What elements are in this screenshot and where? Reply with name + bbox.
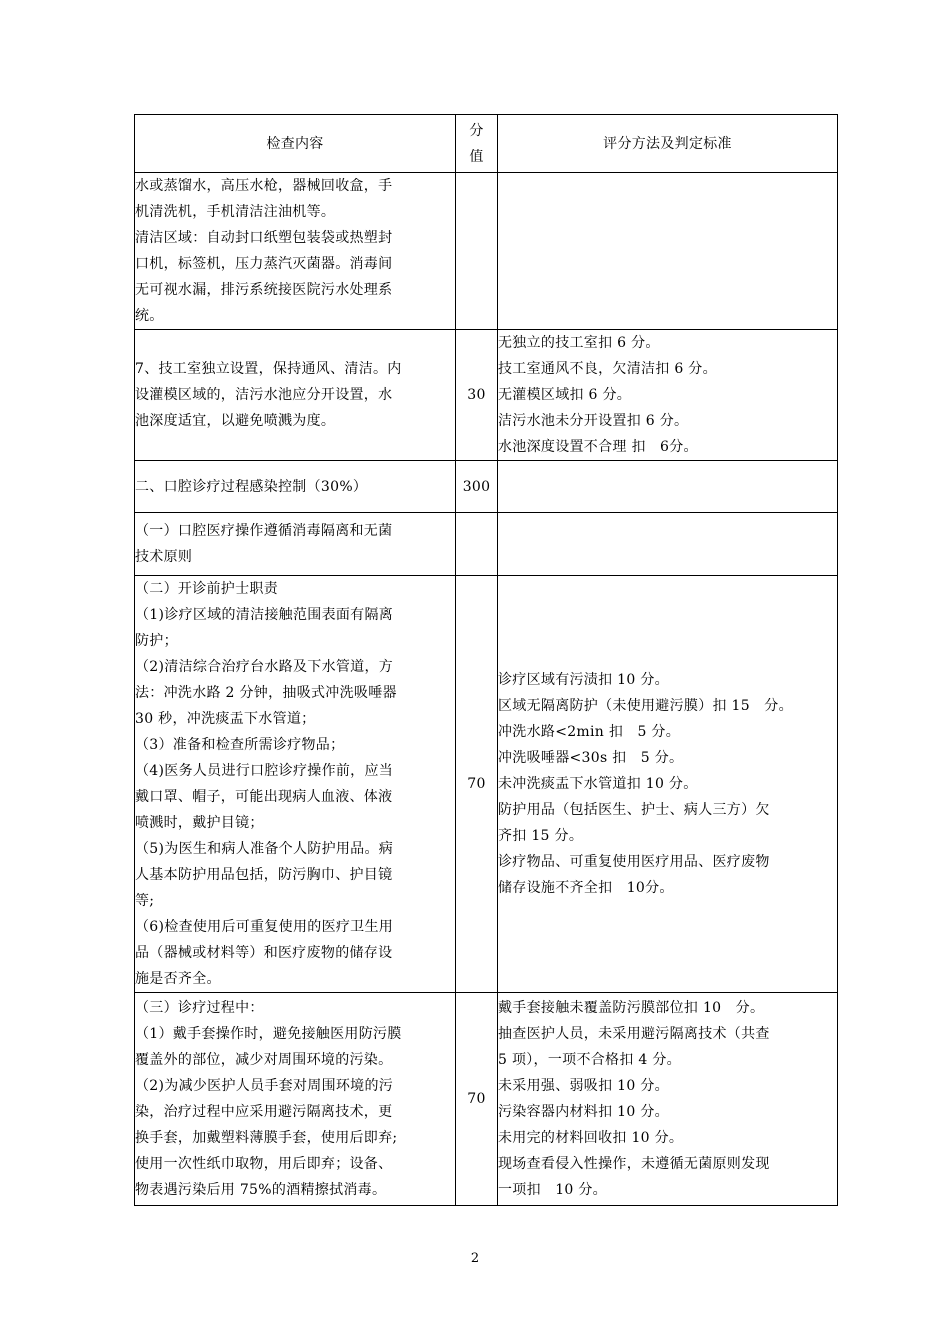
criteria-line: 诊疗物品、可重复使用医疗用品、医疗废物 [498, 854, 770, 870]
row-criteria [498, 330, 838, 461]
criteria-line: 现场查看侵入性操作，未遵循无菌原则发现 [498, 1156, 770, 1172]
table-row [135, 576, 838, 993]
content-line: 口机，标签机，压力蒸汽灭菌器。消毒间 [135, 256, 393, 272]
row-criteria [498, 461, 838, 513]
content-line: 二、口腔诊疗过程感染控制（30%） [135, 478, 368, 495]
criteria-line: 冲洗吸唾器<30s 扣 5 分。 [498, 750, 684, 766]
content-line: 施是否齐全。 [135, 971, 221, 987]
row-content [135, 330, 456, 461]
criteria-line: 齐扣 15 分。 [498, 828, 584, 844]
content-line: （1）戴手套操作时，避免接触医用防污膜 [135, 1026, 402, 1042]
content-line: 池深度适宜，以避免喷溅为度。 [135, 413, 336, 429]
content-line: （4)医务人员进行口腔诊疗操作前，应当 [135, 763, 394, 779]
row-score: 70 [456, 993, 498, 1206]
content-line: 染，治疗过程中应采用避污隔离技术，更 [135, 1104, 393, 1120]
content-line: 技术原则 [135, 549, 193, 565]
criteria-line: 戴手套接触未覆盖防污膜部位扣 10 分。 [498, 1000, 765, 1016]
content-line: （5)为医生和病人准备个人防护用品。病 [135, 841, 394, 857]
row-content [135, 576, 456, 993]
table-row [135, 993, 838, 1206]
content-line: 法：冲洗水路 2 分钟，抽吸式冲洗吸唾器 [135, 685, 397, 701]
criteria-line: 水池深度设置不合理 扣 6分。 [498, 439, 698, 455]
inspection-table [134, 114, 838, 1206]
row-content [135, 993, 456, 1206]
criteria-line: 5 项），一项不合格扣 4 分。 [498, 1052, 681, 1068]
row-score [456, 513, 498, 576]
criteria-line: 技工室通风不良，欠清洁扣 6 分。 [498, 361, 717, 377]
criteria-line: 未采用强、弱吸扣 10 分。 [498, 1078, 669, 1094]
content-line: （3）准备和检查所需诊疗物品； [135, 737, 345, 753]
header-score [456, 115, 498, 173]
content-line: 清洁区域：自动封口纸塑包装袋或热塑封 [135, 230, 393, 246]
criteria-line: 未冲洗痰盂下水管道扣 10 分。 [498, 776, 698, 792]
content-line: 品（器械或材料等）和医疗废物的储存设 [135, 945, 393, 961]
content-line: 人基本防护用品包括，防污胸巾、护目镜 [135, 867, 393, 883]
row-score: 70 [456, 576, 498, 993]
table-row [135, 513, 838, 576]
content-line: （三）诊疗过程中： [135, 1000, 264, 1016]
criteria-line: 抽查医护人员，未采用避污隔离技术（共查 [498, 1026, 770, 1042]
content-line: 7、技工室独立设置，保持通风、清洁。内 [135, 361, 402, 377]
criteria-line: 区域无隔离防护（未使用避污膜）扣 15 分。 [498, 698, 793, 714]
table-row [135, 173, 838, 330]
criteria-line: 诊疗区域有污渍扣 10 分。 [498, 672, 669, 688]
header-score-line: 分 [469, 122, 484, 139]
row-criteria [498, 576, 838, 993]
row-content [135, 173, 456, 330]
table-row [135, 330, 838, 461]
content-line: 机清洗机，手机清洁注油机等。 [135, 204, 336, 220]
content-line: 30 秒，冲洗痰盂下水管道； [135, 711, 316, 727]
criteria-line: 无灌模区域扣 6 分。 [498, 387, 632, 403]
row-content [135, 513, 456, 576]
row-criteria [498, 993, 838, 1206]
header-score-line: 值 [469, 148, 484, 165]
table-row [135, 461, 838, 513]
content-line: （6)检查使用后可重复使用的医疗卫生用 [135, 919, 394, 935]
criteria-line: 洁污水池未分开设置扣 6 分。 [498, 413, 689, 429]
content-line: （二）开诊前护士职责 [135, 581, 278, 597]
criteria-line: 未用完的材料回收扣 10 分。 [498, 1130, 684, 1146]
criteria-line: 一项扣 10 分。 [498, 1182, 607, 1198]
content-line: 等; [135, 893, 155, 909]
row-criteria [498, 173, 838, 330]
row-criteria [498, 513, 838, 576]
header-content: 检查内容 [135, 115, 456, 173]
content-line: 物表遇污染后用 75%的酒精擦拭消毒。 [135, 1182, 387, 1198]
row-content [135, 461, 456, 513]
row-score [456, 173, 498, 330]
content-line: 喷溅时，戴护目镜； [135, 815, 264, 831]
table-header-row [135, 115, 838, 173]
content-line: （一）口腔医疗操作遵循消毒隔离和无菌 [135, 523, 393, 539]
page-number: 2 [470, 1251, 480, 1266]
header-criteria: 评分方法及判定标准 [498, 115, 838, 173]
content-line: （2)清洁综合治疗台水路及下水管道，方 [135, 659, 394, 675]
content-line: （2)为减少医护人员手套对周围环境的污 [135, 1078, 394, 1094]
content-line: 戴口罩、帽子，可能出现病人血液、体液 [135, 789, 393, 805]
criteria-line: 防护用品（包括医生、护士、病人三方）欠 [498, 802, 770, 818]
content-line: 水或蒸馏水，高压水枪，器械回收盒，手 [135, 178, 393, 194]
content-line: （1)诊疗区域的清洁接触范围表面有隔离 [135, 607, 394, 623]
content-line: 防护； [135, 633, 178, 649]
criteria-line: 储存设施不齐全扣 10分。 [498, 880, 674, 896]
content-line: 使用一次性纸巾取物，用后即弃；设备、 [135, 1156, 393, 1172]
content-line: 无可视水漏，排污系统接医院污水处理系 [135, 282, 393, 298]
criteria-line: 无独立的技工室扣 6 分。 [498, 335, 660, 351]
content-line: 统。 [135, 308, 164, 324]
criteria-line: 污染容器内材料扣 10 分。 [498, 1104, 669, 1120]
content-line: 设灌模区域的，洁污水池应分开设置，水 [135, 387, 393, 403]
row-score: 300 [456, 461, 498, 513]
content-line: 换手套，加戴塑料薄膜手套，使用后即弃; [135, 1130, 398, 1146]
content-line: 覆盖外的部位，减少对周围环境的污染。 [135, 1052, 393, 1068]
row-score: 30 [456, 330, 498, 461]
criteria-line: 冲洗水路<2min 扣 5 分。 [498, 724, 681, 740]
